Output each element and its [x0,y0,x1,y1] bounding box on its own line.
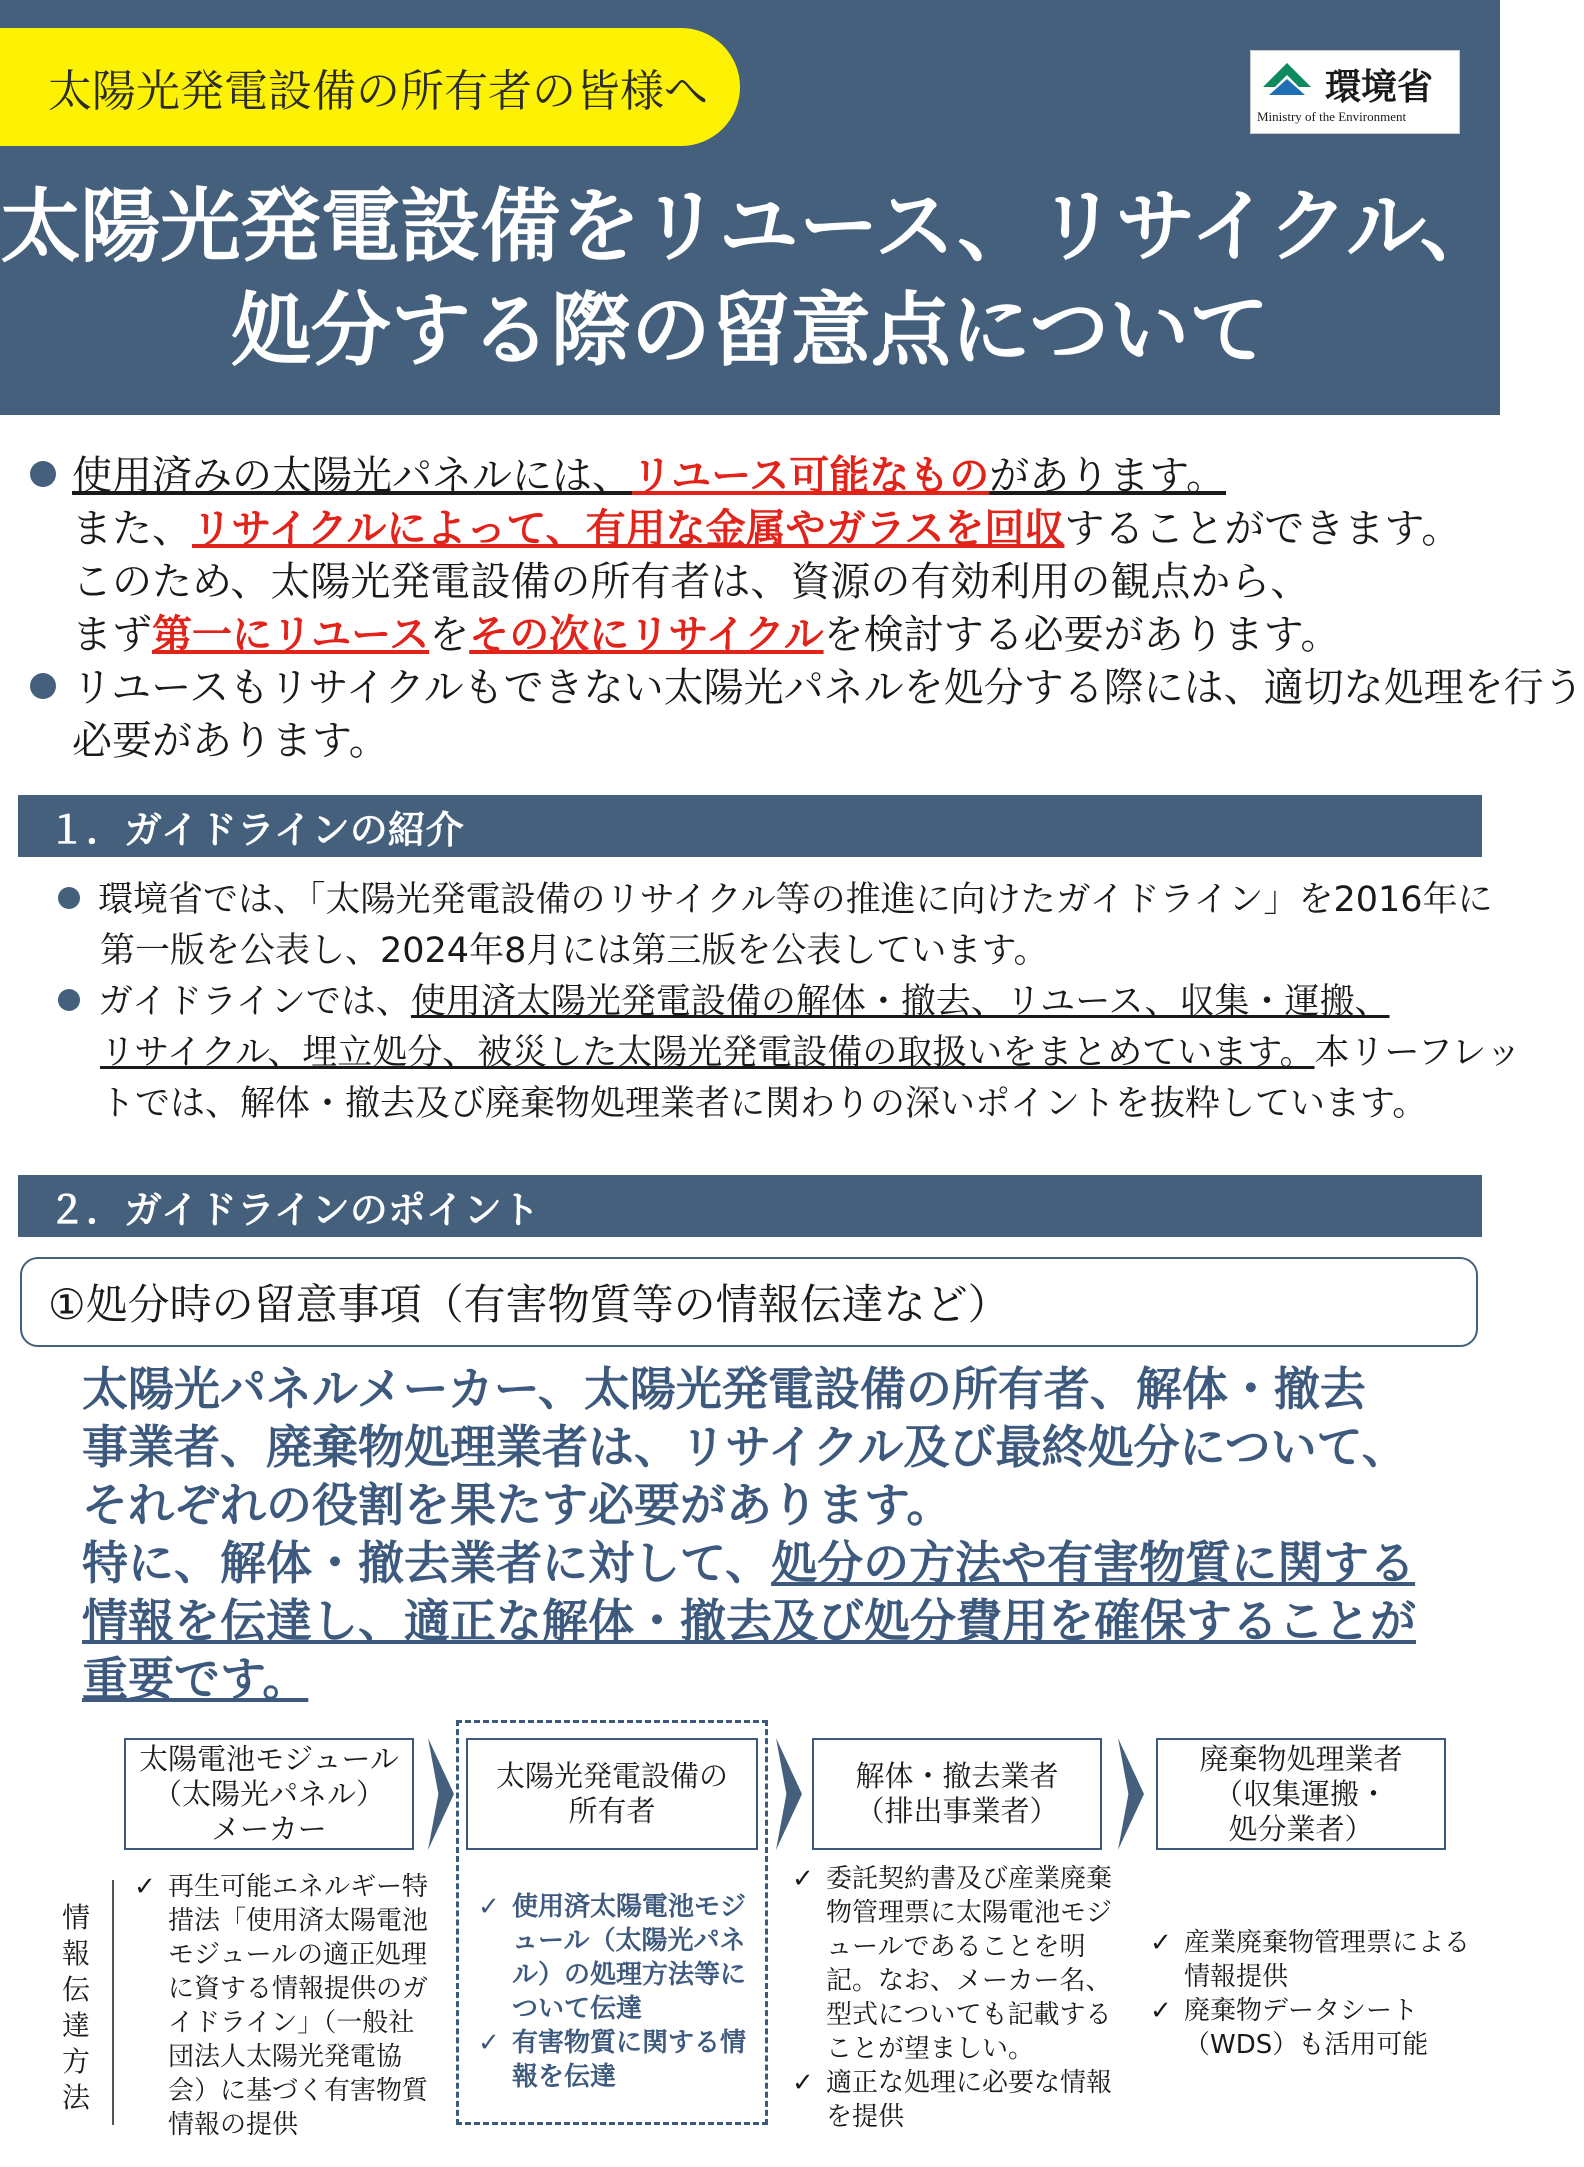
section-1-heading [18,795,1482,857]
sub-heading-box [20,1257,1478,1347]
key-line-3: それぞれの役割を果たす必要があります。 [82,1478,953,1532]
info-method-divider [112,1880,114,2125]
check-icon: ✓ [1150,1996,1172,2026]
intro-bullet-1 [30,450,1490,503]
section-1-line-2: 第一版を公表し、2024年8月には第三版を公表しています。 [100,931,1049,971]
flow-box-text: 所有者 [568,1794,656,1828]
check-item-text: 適正な処理に必要な情報を提供 [826,2068,1113,2132]
section-1-bullet-1 [58,875,1493,926]
key-line-5: 情報を伝達し、適正な解体・撤去及び処分費用を確保することが [82,1594,1416,1648]
check-item-text: 産業廃棄物管理票による情報提供 [1184,1928,1471,1992]
flow-box-text: 解体・撤去業者 [855,1759,1059,1793]
key-line-4 [82,1534,1482,1592]
flow-arrow-icon [1118,1738,1144,1850]
flow-box-demolition [812,1738,1102,1850]
key-text: 特に、解体・撤去業者に対して、 [82,1536,772,1590]
flow-arrow-icon [776,1738,802,1850]
audience-text: 太陽光発電設備の所有者の皆様へ [48,66,708,117]
intro-text [72,453,1226,499]
info-method-label: 情報伝達方法 [61,1901,90,2114]
check-icon: ✓ [1150,1928,1172,1958]
intro-text: を検討する必要があります。 [823,612,1341,658]
intro-text: することができます。 [1064,506,1462,552]
flow-box-text: 処分業者） [1228,1811,1374,1846]
section-1-bullet-2 [58,977,1488,1028]
audience-label [0,28,740,146]
check-icon: ✓ [792,1864,814,1894]
section-1-line-5: トでは、解体・撤去及び廃棄物処理業者に関わりの深いポイントを抜粋しています。 [100,1084,1428,1124]
flow-col-waste-processor [1150,1926,1480,2062]
check-item [1150,1994,1480,2062]
intro-text: があります。 [989,453,1227,499]
intro-line-2 [30,503,1490,556]
flow-box-owner [466,1738,758,1850]
flow-box-waste-processor [1156,1738,1446,1850]
page-title [0,175,1500,383]
flow-box-text: 廃棄物処理業者 [1199,1741,1403,1776]
sub-heading-text: ①処分時の留意事項（有害物質等の情報伝達など） [48,1280,1010,1329]
body-text: 本リーフレッ [1314,1033,1522,1073]
check-item [1150,1926,1480,1994]
check-icon: ✓ [792,2068,814,2098]
check-item [792,1862,1122,2066]
intro-line-6: 必要があります。 [72,718,389,764]
flow-col-demolition [792,1862,1122,2134]
highlight-text: その次にリサイクル [469,612,824,658]
flow-box-text: 太陽電池モジュール [139,1741,399,1776]
section-1-body [58,875,1522,1130]
key-line-2: 事業者、廃棄物処理業者は、リサイクル及び最終処分について、 [82,1420,1408,1474]
intro-bullets [30,450,1584,768]
check-icon: ✓ [134,1872,156,1902]
check-item-text: 委託契約書及び産業廃棄物管理票に太陽電池モジュールであることを明記。なお、メーカー名、型式についても記載することが望ましい。 [826,1864,1113,2064]
bullet-dot-icon [58,989,80,1011]
intro-text: を [429,612,470,658]
header-banner [0,0,1500,415]
key-line-6: 重要です。 [82,1652,309,1706]
intro-line-4 [30,609,1490,662]
highlight-text: 第一にリユース [152,612,430,658]
section-heading-text: １．ガイドラインの紹介 [48,807,464,852]
flow-box-text: （排出事業者） [855,1794,1059,1828]
section-1-line-4 [58,1028,1522,1079]
check-item [792,2066,1122,2134]
flow-box-manufacturer [124,1738,414,1850]
highlight-text: リユース可能なもの [632,453,990,499]
bullet-dot-icon [30,461,56,487]
underlined-text: 使用済太陽光発電設備の解体・撤去、リユース、収集・運搬、 [410,982,1390,1022]
check-icon: ✓ [478,1892,500,1922]
check-icon: ✓ [478,2028,500,2058]
ministry-logo [1250,50,1460,134]
check-item-text: 再生可能エネルギー特措法「使用済太陽電池モジュールの適正処理に資する情報提供のガイドライン」（一般社団法人太陽光発電協会）に基づく有害物質情報の提供 [168,1872,429,2140]
key-underlined-text: 処分の方法や有害物質に関する [771,1536,1416,1590]
bullet-dot-icon [30,673,56,699]
body-text: 環境省では、「太陽光発電設備のリサイクル等の推進に向けたガイドライン」を2016年に [98,880,1493,920]
flow-arrow-icon [428,1738,454,1850]
intro-text: リユースもリサイクルもできない太陽光パネルを処分する際には、適切な処理を行う [72,665,1584,711]
section-2-heading [18,1175,1482,1237]
flow-box-text: （太陽光パネル） [152,1776,385,1811]
check-item-text: 使用済太陽電池モジュール（太陽光パネル）の処理方法等について伝達 [512,1892,747,2024]
check-item-text: 有害物質に関する情報を伝達 [512,2028,747,2092]
logo-jp-text: 環境省 [1325,67,1434,108]
intro-bullet-2 [30,662,1584,715]
key-line-1: 太陽光パネルメーカー、太陽光発電設備の所有者、解体・撤去 [82,1362,1366,1416]
key-message [82,1360,1482,1708]
highlight-text: リサイクルによって、有用な金属やガラスを回収 [192,506,1065,552]
check-item [134,1870,434,2142]
ministry-logo-icon [1259,57,1315,105]
bullet-dot-icon [58,887,80,909]
title-line-1: 太陽光発電設備をリユース、リサイクル、 [0,180,1500,273]
intro-text: また、 [72,506,192,552]
flow-col-manufacturer [134,1870,434,2142]
title-line-2: 処分する際の留意点について [230,284,1270,377]
intro-line-3: このため、太陽光発電設備の所有者は、資源の有効利用の観点から、 [72,559,1311,605]
check-item [478,2026,750,2094]
flow-box-text: メーカー [211,1811,327,1846]
flow-box-text: 太陽光発電設備の [495,1759,728,1793]
logo-en-text: Ministry of the Environment [1257,109,1407,124]
intro-text: まず [72,612,152,658]
check-item-text: 廃棄物データシート（WDS）も活用可能 [1184,1996,1429,2060]
flow-col-owner [478,1890,750,2094]
intro-text: 使用済みの太陽光パネルには、 [72,453,632,499]
check-item [478,1890,750,2026]
flow-box-text: （収集運搬・ [1213,1776,1388,1811]
section-heading-text: ２．ガイドラインのポイント [48,1187,540,1232]
underlined-text: リサイクル、埋立処分、被災した太陽光発電設備の取扱いをまとめています。 [100,1033,1315,1073]
body-text: ガイドラインでは、 [98,982,411,1022]
